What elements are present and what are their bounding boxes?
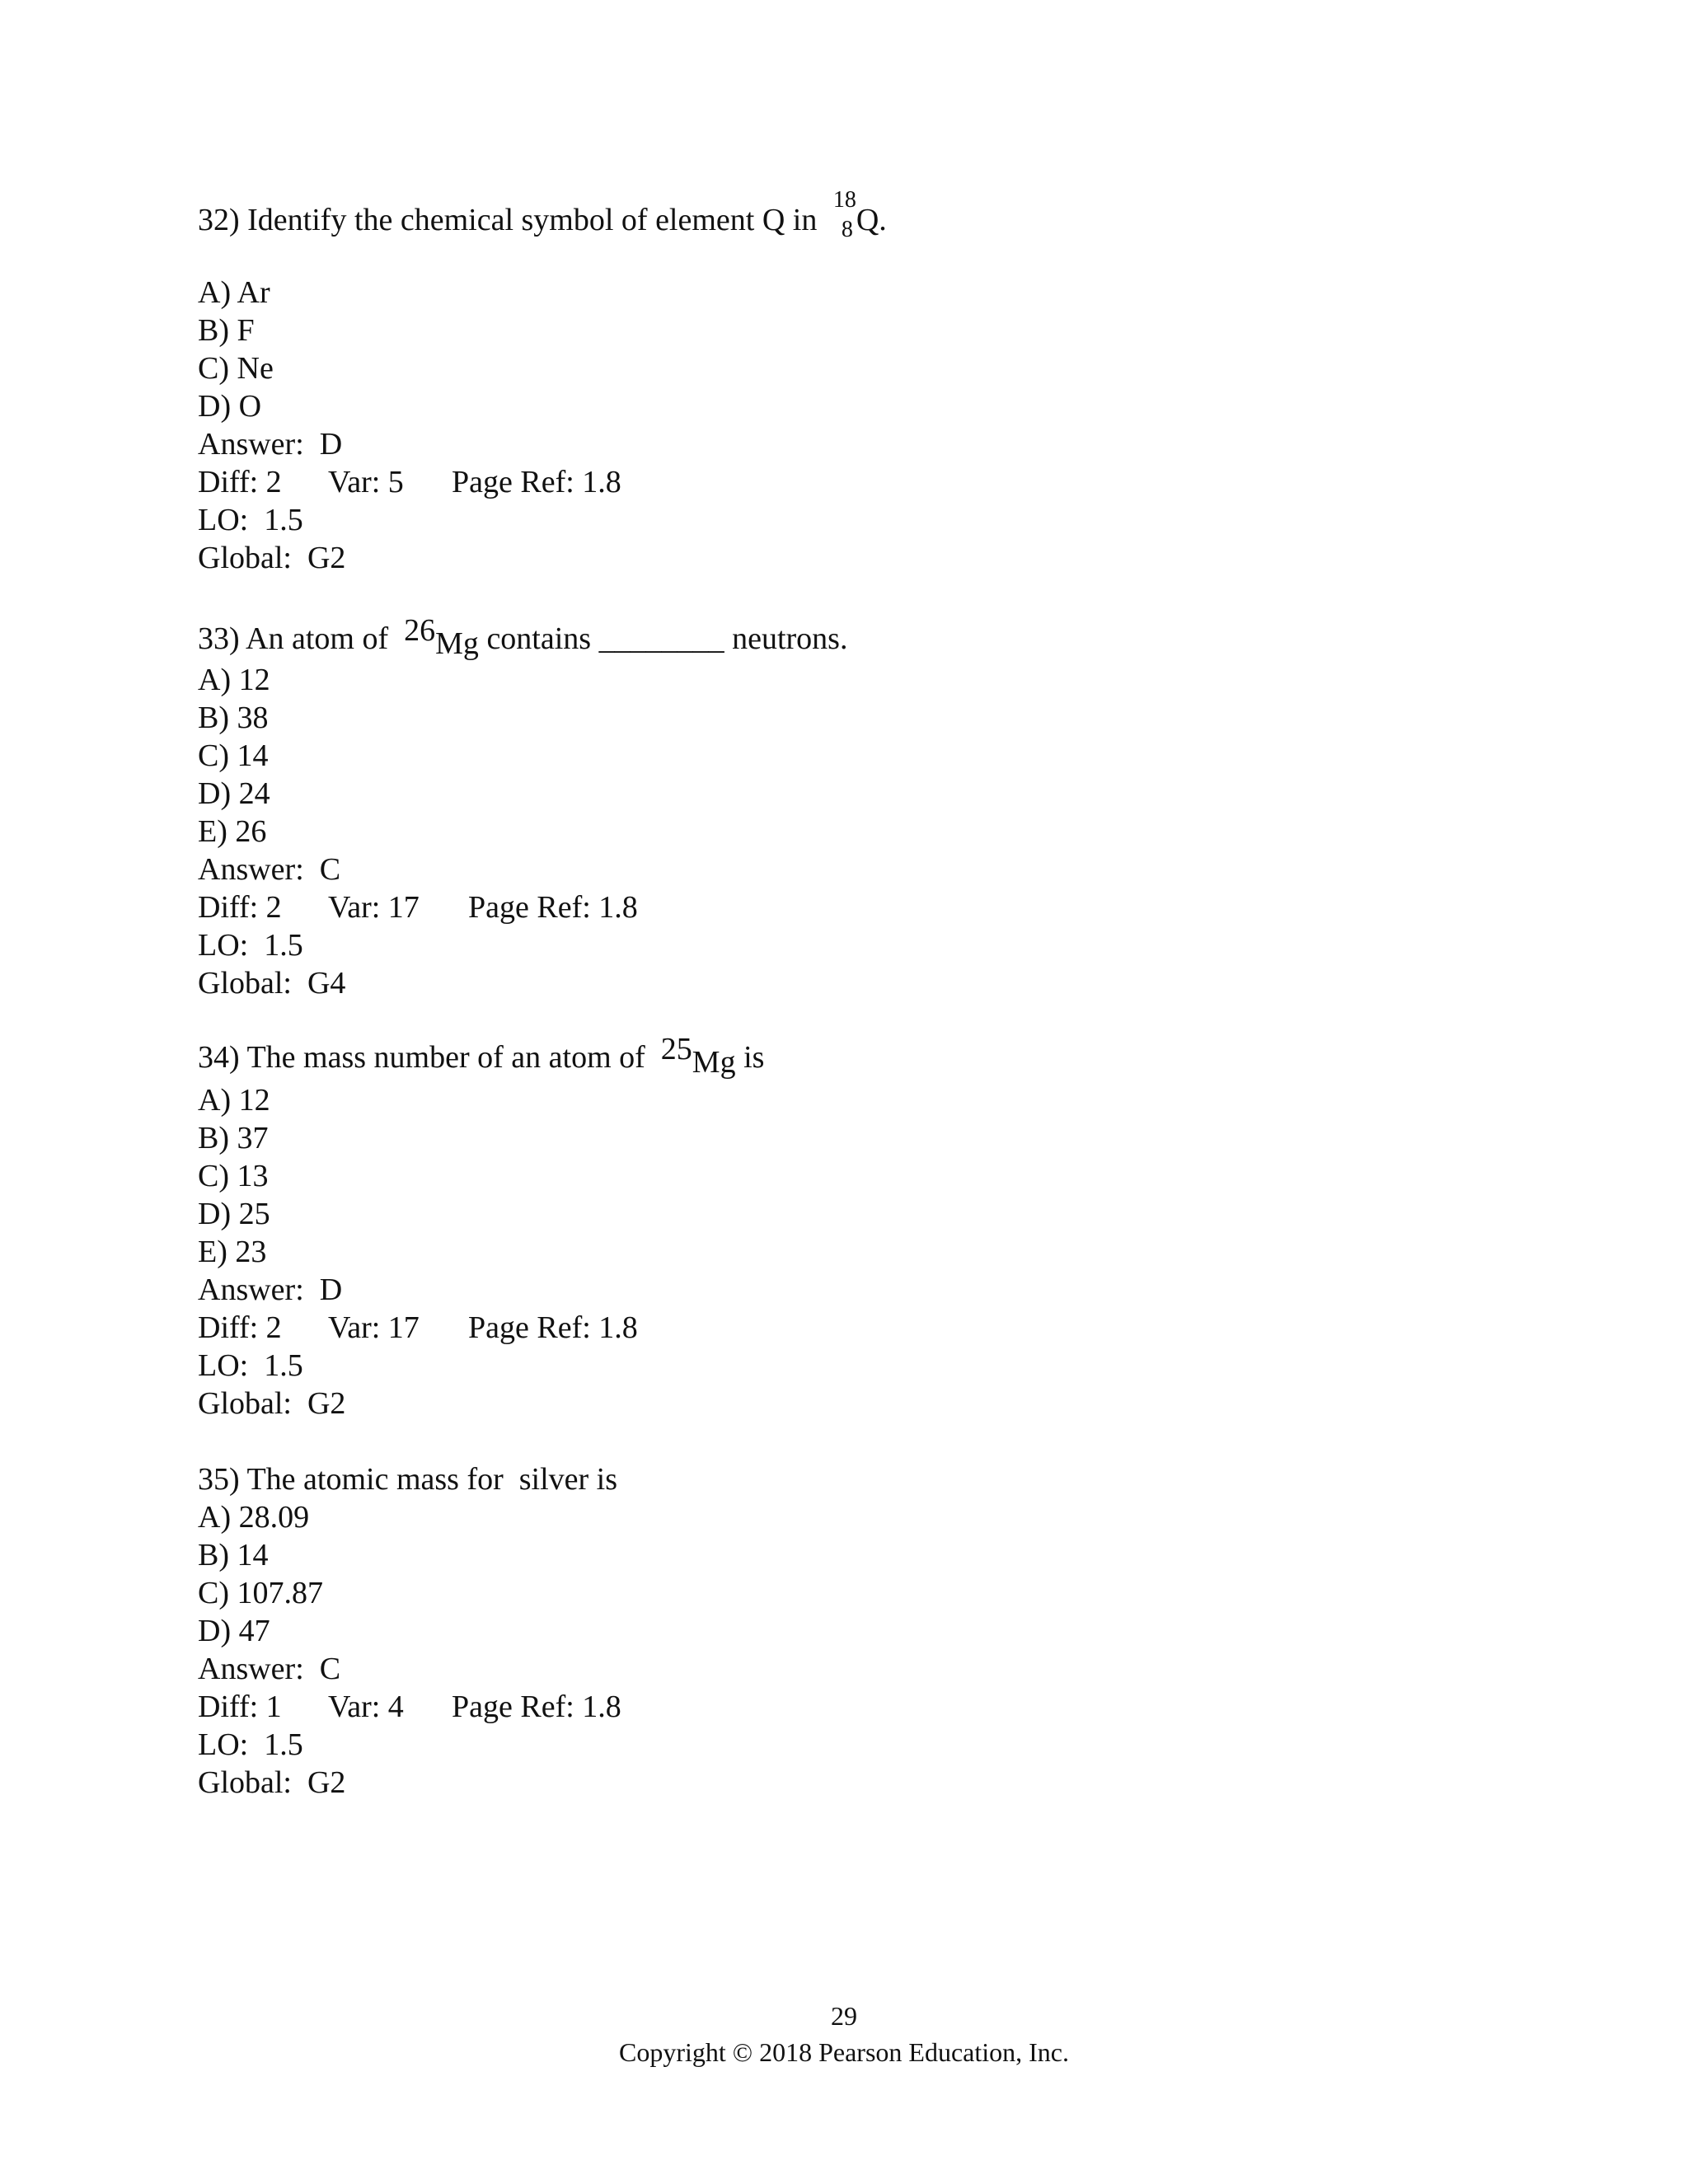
choice-c: C) 13 <box>198 1159 269 1193</box>
lo-line: LO: 1.5 <box>198 1348 303 1383</box>
question-35-stem: 35) The atomic mass for silver is <box>198 1462 618 1497</box>
choice-e: E) 23 <box>198 1235 267 1269</box>
question-stem-text: contains ________ neutrons. <box>478 621 848 656</box>
choice-a: A) 12 <box>198 1083 270 1118</box>
page-ref-value: Page Ref: 1.8 <box>452 1690 621 1724</box>
choice-a: A) Ar <box>198 275 270 310</box>
page-ref-value: Page Ref: 1.8 <box>468 890 638 925</box>
answer-line: Answer: D <box>198 427 343 462</box>
page-number: 29 <box>831 2001 857 2031</box>
isotope-mass-number: 18 <box>832 187 856 213</box>
answer-line: Answer: D <box>198 1272 343 1307</box>
question-33-stem <box>198 613 848 661</box>
question-stem-text: is <box>735 1040 765 1075</box>
var-value: Var: 4 <box>328 1690 404 1724</box>
choice-c: C) Ne <box>198 351 274 386</box>
question-stem-text: 32) Identify the chemical symbol of element Q in <box>198 203 825 237</box>
global-line: Global: G2 <box>198 541 346 575</box>
lo-line: LO: 1.5 <box>198 1727 303 1762</box>
choice-d: D) 24 <box>198 776 270 811</box>
choice-e: E) 26 <box>198 814 267 849</box>
lo-line: LO: 1.5 <box>198 928 303 963</box>
diff-value: Diff: 2 <box>198 890 282 925</box>
page-ref-value: Page Ref: 1.8 <box>452 465 621 499</box>
isotope-notation <box>825 187 856 242</box>
choice-a: A) 28.09 <box>198 1500 310 1535</box>
choice-b: B) 38 <box>198 701 269 735</box>
choice-d: D) 25 <box>198 1197 270 1231</box>
meta-line <box>198 463 621 501</box>
isotope-mass-number: 25 <box>660 1032 692 1066</box>
answer-line: Answer: C <box>198 1652 341 1686</box>
global-line: Global: G2 <box>198 1765 346 1800</box>
meta-line <box>198 1309 638 1347</box>
choice-c: C) 14 <box>198 738 269 773</box>
meta-line <box>198 888 638 926</box>
choice-d: D) 47 <box>198 1614 270 1648</box>
page-ref-value: Page Ref: 1.8 <box>468 1310 638 1345</box>
choice-a: A) 12 <box>198 663 270 697</box>
element-symbol: Mg <box>692 1045 736 1080</box>
question-34-stem <box>198 1032 765 1080</box>
meta-line <box>198 1688 621 1726</box>
diff-value: Diff: 2 <box>198 465 282 499</box>
choice-d: D) O <box>198 389 262 424</box>
question-stem-text: 33) An atom of <box>198 621 405 656</box>
lo-line: LO: 1.5 <box>198 503 303 537</box>
var-value: Var: 5 <box>328 465 404 499</box>
global-line: Global: G4 <box>198 966 346 1001</box>
choice-c: C) 107.87 <box>198 1576 323 1610</box>
var-value: Var: 17 <box>328 890 420 925</box>
choice-b: B) F <box>198 313 255 348</box>
var-value: Var: 17 <box>328 1310 420 1345</box>
choice-b: B) 37 <box>198 1121 269 1155</box>
answer-line: Answer: C <box>198 852 341 887</box>
diff-value: Diff: 2 <box>198 1310 282 1345</box>
question-stem-text: Q. <box>856 203 887 237</box>
question-32-stem <box>198 187 887 242</box>
isotope-atomic-number: 8 <box>841 217 853 242</box>
element-symbol: Mg <box>435 626 479 661</box>
diff-value: Diff: 1 <box>198 1690 282 1724</box>
isotope-mass-number: 26 <box>404 613 436 648</box>
question-stem-text: 34) The mass number of an atom of <box>198 1040 661 1075</box>
copyright-notice: Copyright © 2018 Pearson Education, Inc. <box>619 2037 1069 2067</box>
global-line: Global: G2 <box>198 1386 346 1421</box>
choice-b: B) 14 <box>198 1538 269 1572</box>
